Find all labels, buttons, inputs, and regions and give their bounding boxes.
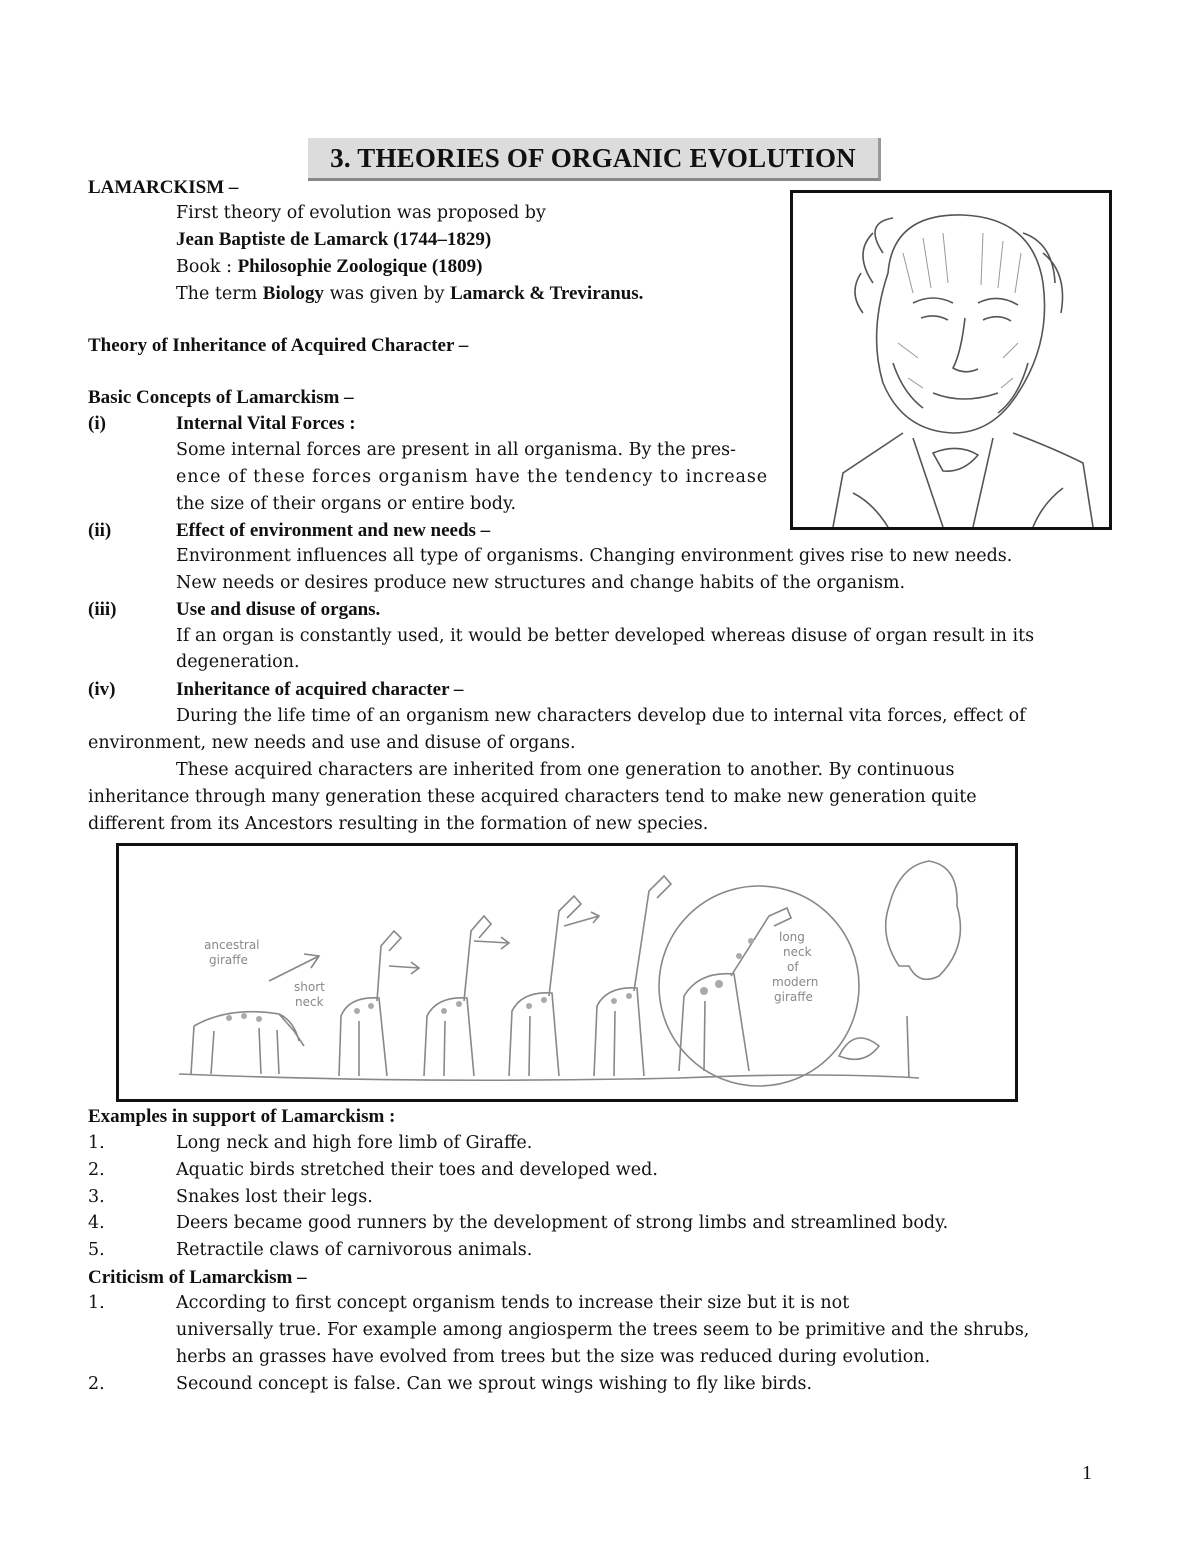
concept-line: ence of these forces organism have the tendency to increase (176, 467, 768, 487)
figure-label-long: giraffe (774, 990, 813, 1004)
list-item: herbs an grasses have evolved from trees but the size was reduced during evolution. (176, 1347, 931, 1367)
list-number: 2. (88, 1374, 105, 1394)
list-item: universally true. For example among angiosperm the trees seem to be primitive and the shrubs, (176, 1320, 1030, 1340)
list-number: 5. (88, 1240, 105, 1260)
page-number: 1 (1082, 1462, 1092, 1484)
figure-label-short: short (294, 980, 325, 994)
concept-line: degeneration. (176, 652, 300, 672)
paragraph-line: inheritance through many generation these acquired characters tend to make new generation quite (88, 787, 977, 807)
list-number: 3. (88, 1187, 105, 1207)
figure-label-ancestral: giraffe (209, 953, 248, 967)
portrait-sketch (793, 193, 1109, 527)
intro-line-3: Book : Philosophie Zoologique (1809) (176, 256, 483, 277)
concept-line: New needs or desires produce new structures and change habits of the organism. (176, 573, 906, 593)
figure-label-ancestral: ancestral (204, 938, 260, 952)
concept-line: If an organ is constantly used, it would be better developed whereas disuse of organ result in its (176, 626, 1035, 646)
examples-heading: Examples in support of Lamarckism : (88, 1106, 396, 1127)
list-number: 2. (88, 1160, 105, 1180)
concept-title: Use and disuse of organs. (176, 599, 381, 620)
figure-label-long: modern (772, 975, 819, 989)
giraffe-evolution-figure (116, 843, 1018, 1102)
concept-number: (iii) (88, 599, 117, 620)
intro-line-2: Jean Baptiste de Lamarck (1744–1829) (176, 229, 492, 250)
figure-label-long: long (779, 930, 805, 944)
lamarckism-heading: LAMARCKISM – (88, 177, 239, 198)
list-item: Retractile claws of carnivorous animals. (176, 1240, 533, 1260)
page-title: 3. THEORIES OF ORGANIC EVOLUTION (308, 138, 881, 181)
figure-label-short: neck (295, 995, 324, 1009)
list-number: 1. (88, 1293, 105, 1313)
concept-title: Internal Vital Forces : (176, 413, 356, 434)
concept-number: (i) (88, 413, 106, 434)
list-number: 4. (88, 1213, 105, 1233)
giraffe-illustration (119, 846, 1015, 1099)
basic-concepts-heading: Basic Concepts of Lamarckism – (88, 387, 354, 408)
paragraph-line: different from its Ancestors resulting in the formation of new species. (88, 814, 709, 834)
list-item: Deers became good runners by the development of strong limbs and streamlined body. (176, 1213, 949, 1233)
concept-line: the size of their organs or entire body. (176, 494, 517, 514)
list-item: Long neck and high fore limb of Giraffe. (176, 1133, 533, 1153)
concept-line: Some internal forces are present in all organisma. By the pres- (176, 440, 736, 460)
criticism-heading: Criticism of Lamarckism – (88, 1267, 307, 1288)
list-item: Secound concept is false. Can we sprout wings wishing to fly like birds. (176, 1374, 813, 1394)
list-item: Aquatic birds stretched their toes and developed wed. (176, 1160, 658, 1180)
concept-number: (iv) (88, 679, 116, 700)
figure-label-long: of (787, 960, 799, 974)
lamarck-portrait (790, 190, 1112, 530)
paragraph-line: During the life time of an organism new characters develop due to internal vita forces, effect of (176, 706, 1026, 726)
figure-label-long: neck (783, 945, 812, 959)
concept-number: (ii) (88, 520, 112, 541)
list-item: According to first concept organism tends to increase their size but it is not (176, 1293, 850, 1313)
paragraph-line: These acquired characters are inherited from one generation to another. By continuous (176, 760, 955, 780)
intro-line-4: The term Biology was given by Lamarck & Treviranus. (176, 283, 644, 304)
list-number: 1. (88, 1133, 105, 1153)
list-item: Snakes lost their legs. (176, 1187, 373, 1207)
concept-line: Environment influences all type of organisms. Changing environment gives rise to new needs. (176, 546, 1013, 566)
concept-title: Inheritance of acquired character – (176, 679, 464, 700)
paragraph-line: environment, new needs and use and disuse of organs. (88, 733, 576, 753)
concept-title: Effect of environment and new needs – (176, 520, 491, 541)
theory-heading: Theory of Inheritance of Acquired Character – (88, 335, 469, 356)
intro-line-1: First theory of evolution was proposed by (176, 203, 546, 223)
